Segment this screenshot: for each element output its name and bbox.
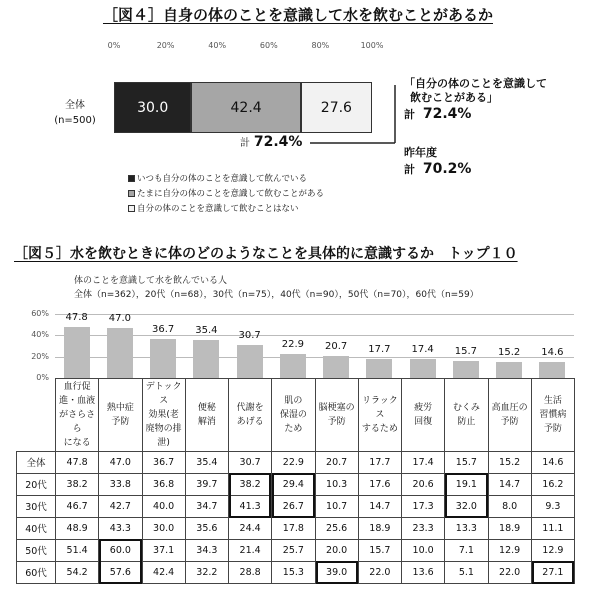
category-line: むくみ [452,402,480,413]
figure5-bar-value: 15.2 [497,346,521,358]
figure5-table-cell: 17.4 [402,451,445,473]
category-line: 泄) [157,437,170,448]
figure5-table-cell: 13.3 [445,517,488,539]
figure5-table-cell: 38.2 [56,473,99,495]
figure5-category-header [56,379,99,452]
figure5-table-cell: 17.8 [272,517,315,539]
figure5-table-cell: 39.7 [185,473,228,495]
legend-swatch-icon [128,205,135,212]
figure5-table-cell: 12.9 [488,539,531,561]
figure5-bar [150,339,176,378]
figure5-table-cell: 34.7 [185,495,228,517]
figure5-header-row [17,379,575,452]
figure5-table-cell: 36.7 [142,451,185,473]
figure5-table-cell: 32.0 [445,495,488,517]
figure5-table-cell: 25.6 [315,517,358,539]
figure5-bar [107,328,133,378]
figure5-table-cell: 25.7 [272,539,315,561]
category-line: リラックス [361,395,398,420]
figure4-category-n: (n=500) [54,115,96,126]
figure5-table-cell: 51.4 [56,539,99,561]
category-line: 脳梗塞の [318,402,355,413]
figure5-table-cell: 8.0 [488,495,531,517]
category-line: 肌の [284,395,303,406]
figure4-legend-label: いつも自分の体のことを意識して飲んでいる [137,174,308,184]
figure5-bar-value: 22.9 [281,338,304,350]
figure5-bar-value: 17.7 [368,344,391,356]
figure5-y-tick: 0% [36,373,49,382]
figure5-table-cell: 41.3 [229,495,272,517]
legend-swatch-icon [128,190,135,197]
figure5-table-cell: 18.9 [488,517,531,539]
callout-current-line2: 飲むことがある」 [410,91,498,104]
figure5-highlight-box [445,473,487,518]
figure5-table-cell: 57.6 [99,561,142,583]
figure5-bar [496,362,522,378]
figure5-table-cell: 15.3 [272,561,315,583]
figure5-table-cell: 32.2 [185,561,228,583]
figure5-table-cell: 20.6 [402,473,445,495]
figure5-table-cell: 14.6 [531,451,574,473]
figure5-table-cell: 20.7 [315,451,358,473]
figure5-table-cell: 30.0 [142,517,185,539]
figure5-table-cell: 22.0 [488,561,531,583]
figure5-table-cell: 15.2 [488,451,531,473]
figure5-table-cell: 7.1 [445,539,488,561]
figure5-table-cell: 11.1 [531,517,574,539]
figure5-table-cell: 19.1 [445,473,488,495]
category-line: 保湿の [279,409,307,420]
figure5-highlight-box [99,539,141,584]
figure5-table-cell: 10.3 [315,473,358,495]
category-line: 解消 [197,416,216,427]
figure5-row-label: 20代 [17,473,56,495]
figure4-legend-label: たまに自分の体のことを意識して飲むことがある [137,189,325,199]
figure4-title: ［図４］自身の体のことを意識して水を飲むことがあるか [102,6,493,24]
figure5-row-label: 40代 [17,517,56,539]
figure5-table-cell: 24.4 [229,517,272,539]
figure5-table-cell: 34.3 [185,539,228,561]
figure5-table-cell: 28.8 [229,561,272,583]
figure4-legend [128,172,324,217]
figure5-table-cell: 17.6 [358,473,401,495]
figure5-table-cell: 22.0 [358,561,401,583]
legend-swatch-icon [128,175,135,182]
figure5-bar-value: 17.4 [411,344,434,356]
category-line: 生活 [543,395,562,406]
category-line: になる [63,437,91,448]
figure5-table-cell: 23.3 [402,517,445,539]
figure5-bar [237,345,263,378]
figure5-table-cell: 15.7 [358,539,401,561]
figure5-table-cell: 37.1 [142,539,185,561]
figure5-category-header [488,379,531,452]
figure5-table-cell: 9.3 [531,495,574,517]
figure5-row-label: 50代 [17,539,56,561]
figure5-category-header [531,379,574,452]
figure4-legend-label: 自分の体のことを意識して飲むことはない [137,204,299,214]
figure5-table-cell: 16.2 [531,473,574,495]
category-line: 代謝を [236,402,264,413]
category-line: デトックス [145,381,182,406]
figure5-bar-value: 47.8 [65,312,88,324]
figure5-table-cell: 48.9 [56,517,99,539]
figure4-legend-item [128,172,324,187]
figure5-table-cell: 12.9 [531,539,574,561]
figure5-table-cell: 20.0 [315,539,358,561]
figure5-bar [323,356,349,378]
figure5-table-cell: 47.0 [99,451,142,473]
figure4-total-value: 72.4% [253,134,303,150]
figure5-bar [193,340,219,378]
figure5-table-cell: 54.2 [56,561,99,583]
figure5-row-label: 60代 [17,561,56,583]
category-line: 効果(老 [148,409,179,420]
figure5-table-cell: 60.0 [99,539,142,561]
figure5-table-cell: 10.7 [315,495,358,517]
figure5-table-cell: 26.7 [272,495,315,517]
figure5-table-cell: 10.0 [402,539,445,561]
figure5-bar [64,327,90,378]
figure5-table-cell: 21.4 [229,539,272,561]
figure5-subtitle-line2: 全体（n=362），20代（n=68），30代（n=75），40代（n=90），50代（n=70），60代（n=59） [74,290,479,300]
figure5-table-cell: 46.7 [56,495,99,517]
category-line: あげる [236,416,264,427]
figure5-table-cell: 42.4 [142,561,185,583]
figure5-bar [366,359,392,378]
category-line: がさらさら [59,409,96,434]
figure5-table-cell: 35.4 [185,451,228,473]
figure5-category-header [99,379,142,452]
category-line: 回復 [414,416,433,427]
figure5-bar-value: 36.7 [151,323,175,335]
figure5-category-header [445,379,488,452]
figure5-highlight-box [532,561,574,584]
figure5-table-cell: 29.4 [272,473,315,495]
callout-current-prefix: 計 [404,108,415,121]
figure4-x-tick: 0% [107,41,121,50]
figure5-category-header [229,379,272,452]
figure4-total-prefix: 計 [240,138,250,149]
figure5-bar [539,362,565,378]
category-line: 高血圧の [491,402,528,413]
category-line: 予防 [327,416,346,427]
figure5-table-cell: 40.0 [142,495,185,517]
figure5-row-label: 全体 [17,451,56,473]
figure5-table-cell: 36.8 [142,473,185,495]
figure5-category-header [315,379,358,452]
callout-current-line1: 「自分の体のことを意識して [404,77,547,90]
figure5-table-cell: 27.1 [531,561,574,583]
category-line: 廃物の排 [145,423,182,434]
figure4-segment-label: 42.4 [230,99,262,116]
category-line: するため [361,423,398,434]
category-line: ため [284,423,303,434]
category-line: 血行促 [63,381,91,392]
figure4-x-tick: 100% [360,41,384,50]
figure5-bar-value: 14.6 [541,347,564,359]
figure4-x-tick: 20% [156,41,175,50]
figure5-table-cell: 17.7 [358,451,401,473]
figure5-table-cell: 30.7 [229,451,272,473]
figure5-table-cell: 38.2 [229,473,272,495]
figure5-category-header [185,379,228,452]
figure5-table-cell: 17.3 [402,495,445,517]
figure5-table-cell: 18.9 [358,517,401,539]
figure5-plot-area [55,314,574,378]
figure5-subtitle-line1: 体のことを意識して水を飲んでいる人 [74,276,228,286]
figure5-y-tick: 60% [31,309,49,318]
figure4-legend-item [128,202,324,217]
figure5-category-header [272,379,315,452]
figure4-segment-label: 30.0 [137,99,169,116]
figure5-row-label: 30代 [17,495,56,517]
figure4-x-tick: 80% [311,41,330,50]
figure5-table-row [17,451,575,473]
category-line: 便秘 [197,402,216,413]
callout-current-value: 72.4% [422,106,472,122]
figure5-title: ［図５］水を飲むときに体のどのようなことを具体的に意識するか トップ１０ [14,246,518,262]
figure5-bar-value: 47.0 [108,312,131,324]
figure5-bar [410,359,436,378]
figure4-segment-label: 27.6 [320,99,352,116]
figure5-table-cell: 22.9 [272,451,315,473]
table-corner [17,379,56,452]
figure5-table-cell: 47.8 [56,451,99,473]
figure5-y-tick: 40% [31,330,49,340]
figure5-table-cell: 15.7 [445,451,488,473]
figure5-category-header [358,379,401,452]
category-line: 習慣病 [539,409,567,420]
figure5-table-cell: 14.7 [358,495,401,517]
figure4-total-annotation [240,135,302,151]
figure4-x-tick: 40% [208,41,227,50]
figure5-bar [280,354,306,378]
figure5-table-cell: 39.0 [315,561,358,583]
category-line: 予防 [500,416,519,427]
category-line: 防止 [457,416,476,427]
callout-last-year-line1: 昨年度 [404,146,437,159]
figure5-gridline [55,335,574,336]
figure5-table-cell: 43.3 [99,517,142,539]
figure5-highlight-box [316,561,358,584]
figure5-y-tick: 20% [31,351,49,361]
figure4-callout-current [404,77,594,122]
figure5-table-cell: 35.6 [185,517,228,539]
figure4-callout-last-year [404,146,594,177]
figure5-table-cell: 5.1 [445,561,488,583]
figure5-bar-value: 20.7 [324,340,348,352]
figure5-table-cell: 14.7 [488,473,531,495]
figure5-table-cell: 33.8 [99,473,142,495]
category-line: 予防 [111,416,130,427]
figure4-category-all: 全体 [65,100,85,111]
figure4-x-tick: 60% [259,41,278,50]
figure5-table-cell: 42.7 [99,495,142,517]
category-line: 進・血液 [59,395,96,406]
category-line: 疲労 [414,402,433,413]
figure5-table-row [17,517,575,539]
callout-last-year-prefix: 計 [404,163,415,176]
figure5-category-header [402,379,445,452]
figure5-highlight-box [229,473,271,518]
figure4-legend-item [128,187,324,202]
figure5-bar-value: 35.4 [195,325,218,337]
figure5-category-header [142,379,185,452]
figure5-bar [453,361,479,378]
figure5-subtitle [74,274,479,302]
callout-last-year-value: 70.2% [422,161,472,177]
category-line: 予防 [543,423,562,434]
category-line: 熱中症 [106,402,134,413]
figure5-highlight-box [272,473,314,518]
figure5-bar-value: 15.7 [454,346,477,358]
figure5-bar-value: 30.7 [238,330,261,342]
figure5-table-cell: 13.6 [402,561,445,583]
